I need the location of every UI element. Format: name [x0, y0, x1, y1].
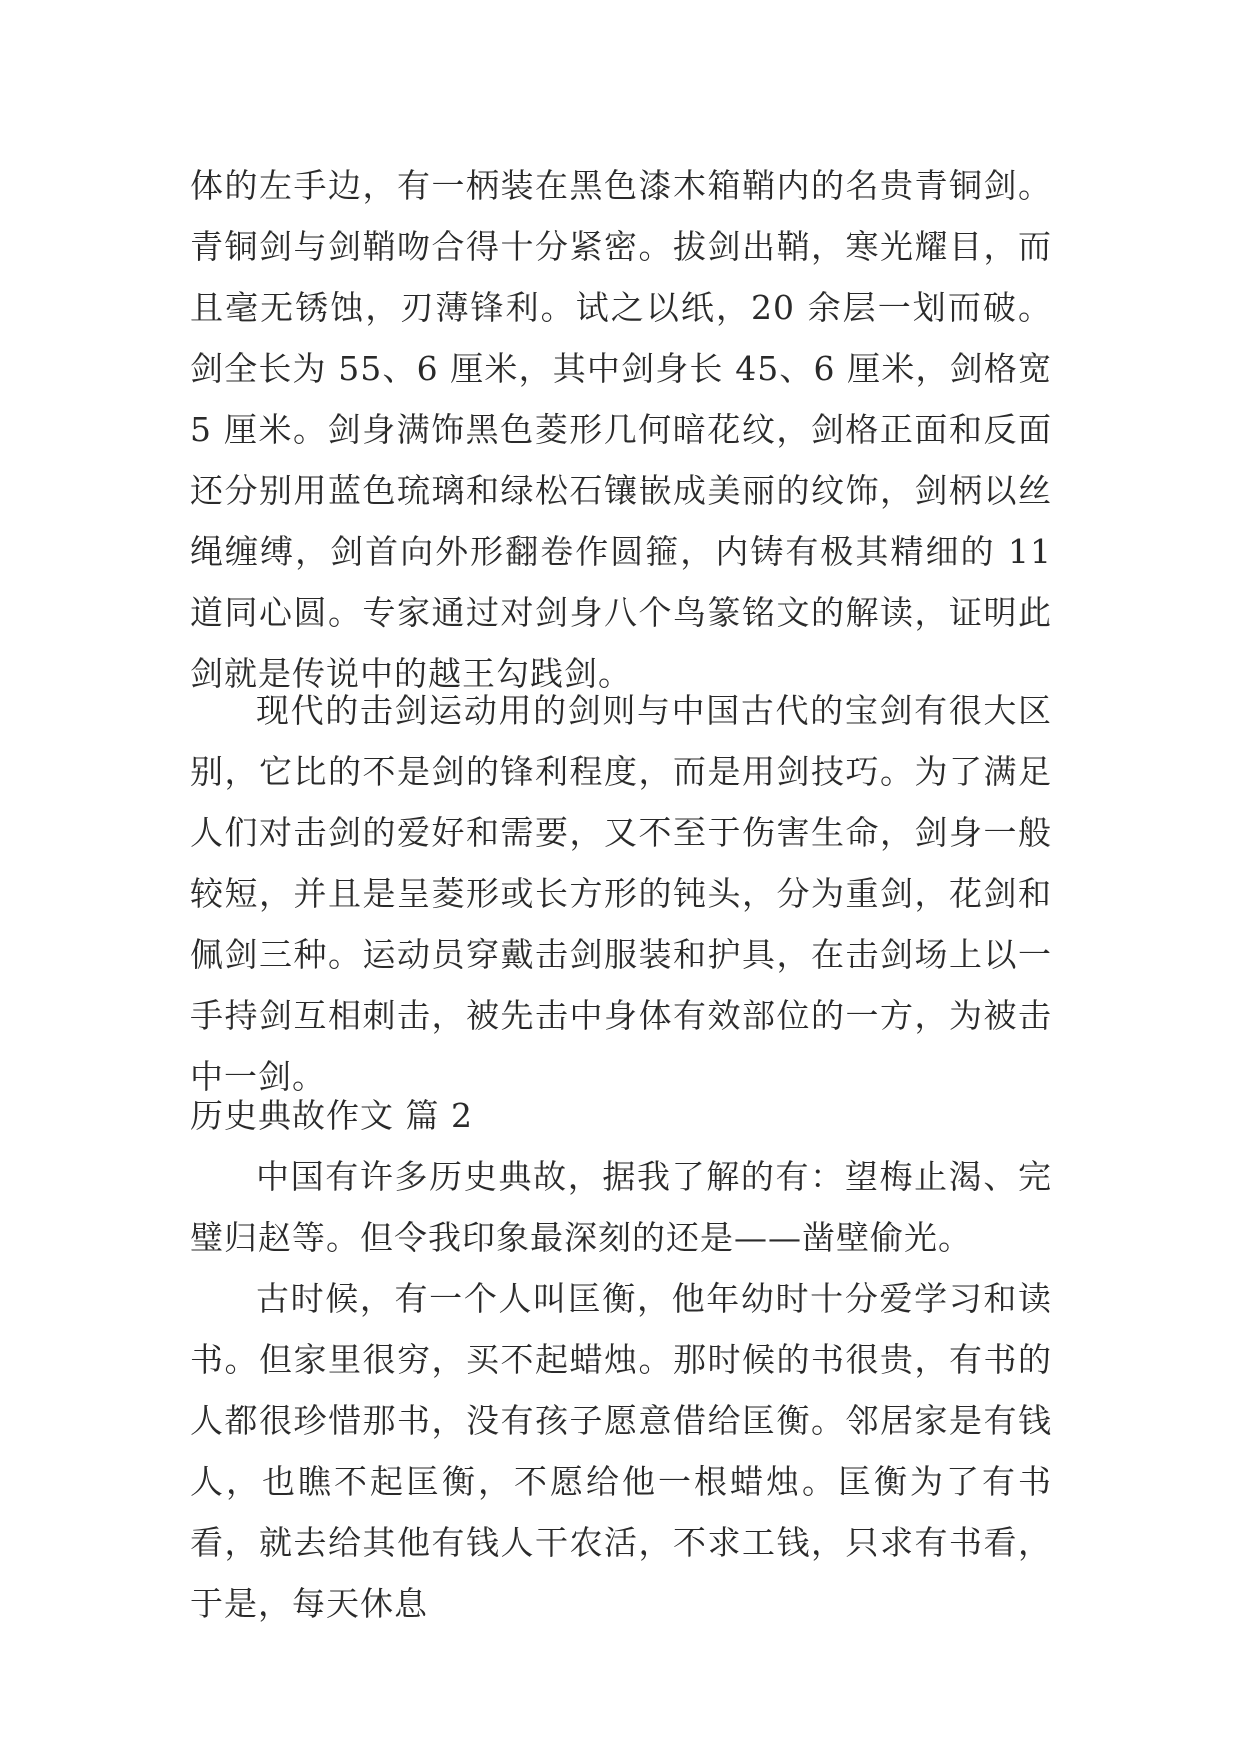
- paragraph-sword-description: 体的左手边，有一柄装在黑色漆木箱鞘内的名贵青铜剑。青铜剑与剑鞘吻合得十分紧密。拔剑出鞘，寒光耀目，而且毫无锈蚀，刃薄锋利。试之以纸，20 余层一划而破。剑全长为 55、6 厘米，其中剑身长 45、6 厘米，剑格宽 5 厘米。剑身满饰黑色菱形几何暗花纹，剑格正面和反面还分别用蓝色琉璃和绿松石镶嵌成美丽的纹饰，剑柄以丝绳缠缚，剑首向外形翻卷作圆箍，内铸有极其精细的 11 道同心圆。专家通过对剑身八个鸟篆铭文的解读，证明此剑就是传说中的越王勾践剑。: [190, 166, 1052, 693]
- section-heading: 历史典故作文 篇 2: [190, 1096, 473, 1135]
- body-text-block: [190, 1146, 1052, 1268]
- paragraph-modern-fencing: 现代的击剑运动用的剑则与中国古代的宝剑有很大区别，它比的不是剑的锋利程度，而是用剑技巧。为了满足人们对击剑的爱好和需要，又不至于伤害生命，剑身一般较短，并且是呈菱形或长方形的钝头，分为重剑，花剑和佩剑三种。运动员穿戴击剑服装和护具，在击剑场上以一手持剑互相刺击，被先击中身体有效部位的一方，为被击中一剑。: [190, 691, 1052, 1096]
- paragraph-kuang-heng-story: 古时候，有一个人叫匡衡，他年幼时十分爱学习和读书。但家里很穷，买不起蜡烛。那时候的书很贵，有书的人都很珍惜那书，没有孩子愿意借给匡衡。邻居家是有钱人，也瞧不起匡衡，不愿给他一根蜡烛。匡衡为了有书看，就去给其他有钱人干农活，不求工钱，只求有书看，于是，每天休息: [190, 1279, 1052, 1623]
- body-text-block: [190, 155, 1052, 704]
- paragraph-historical-allusions: 中国有许多历史典故，据我了解的有：望梅止渴、完璧归赵等。但令我印象最深刻的还是——凿壁偷光。: [190, 1157, 1052, 1257]
- body-text-block: [190, 680, 1052, 1107]
- body-text-block: [190, 1268, 1052, 1634]
